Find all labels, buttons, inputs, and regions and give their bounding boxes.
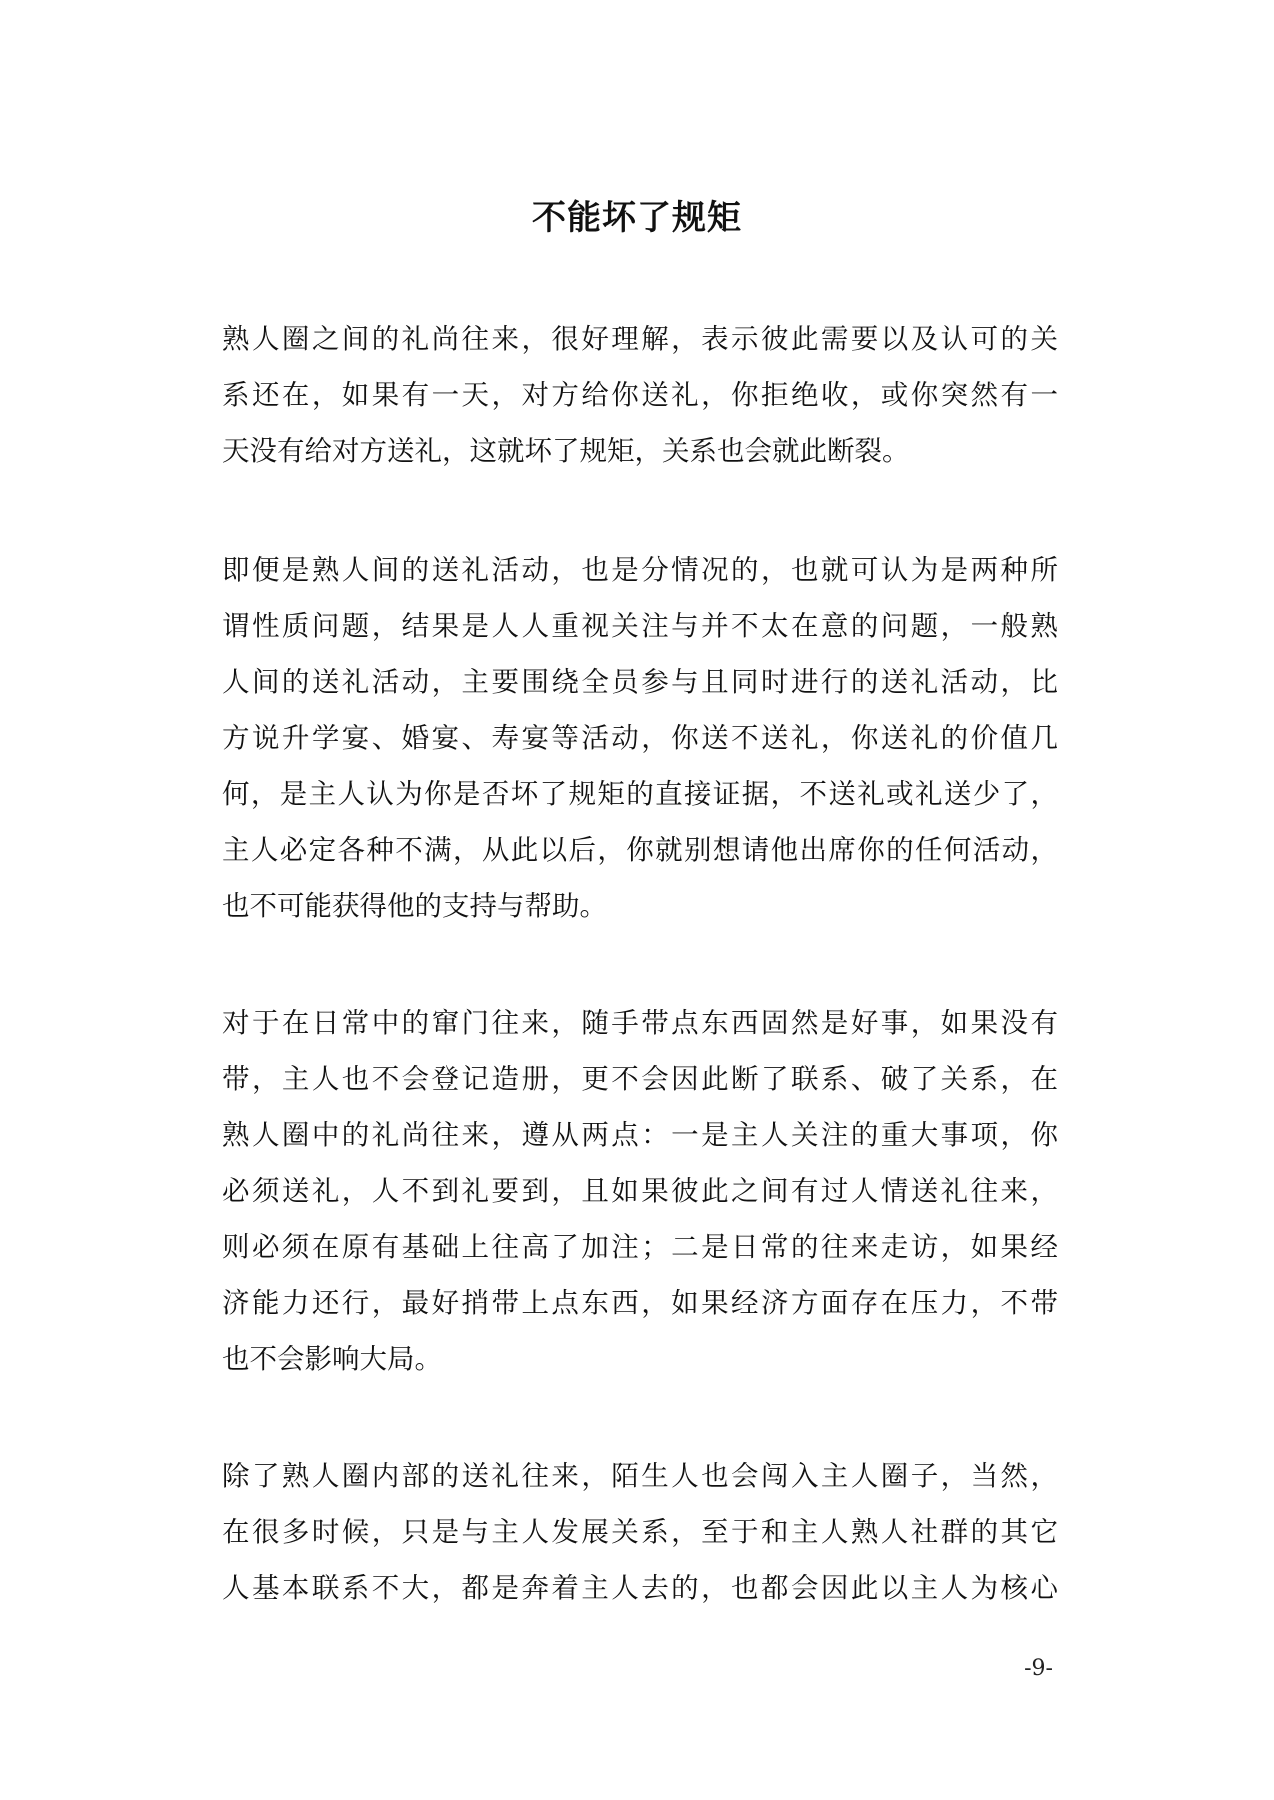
paragraph-2 <box>222 542 1058 934</box>
paragraph-line: 除了熟人圈内部的送礼往来，陌生人也会闯入主人圈子，当然， <box>222 1460 1058 1492</box>
paragraph-line: 也不会影响大局。 <box>222 1343 442 1375</box>
paragraph-line: 主人必定各种不满，从此以后，你就别想请他出席你的任何活动， <box>222 834 1058 866</box>
paragraph-line: 在很多时候，只是与主人发展关系，至于和主人熟人社群的其它 <box>222 1516 1058 1548</box>
paragraph-line: 必须送礼，人不到礼要到，且如果彼此之间有过人情送礼往来， <box>222 1175 1058 1207</box>
paragraph-line: 对于在日常中的窜门往来，随手带点东西固然是好事，如果没有 <box>222 1007 1058 1039</box>
page-title: 不能坏了规矩 <box>532 198 742 238</box>
paragraph-line: 也不可能获得他的支持与帮助。 <box>222 890 607 922</box>
paragraph-line: 系还在，如果有一天，对方给你送礼，你拒绝收，或你突然有一 <box>222 379 1058 411</box>
paragraph-line: 谓性质问题，结果是人人重视关注与并不太在意的问题，一般熟 <box>222 610 1058 642</box>
paragraph-line: 方说升学宴、婚宴、寿宴等活动，你送不送礼，你送礼的价值几 <box>222 722 1058 754</box>
paragraph-line: 熟人圈中的礼尚往来，遵从两点：一是主人关注的重大事项，你 <box>222 1119 1058 1151</box>
paragraph-line: 人间的送礼活动，主要围绕全员参与且同时进行的送礼活动，比 <box>222 666 1058 698</box>
paragraph-3 <box>222 995 1058 1387</box>
paragraph-line: 即便是熟人间的送礼活动，也是分情况的，也就可认为是两种所 <box>222 554 1058 586</box>
paragraph-1 <box>222 311 1058 479</box>
paragraph-line: 人基本联系不大，都是奔着主人去的，也都会因此以主人为核心 <box>222 1572 1058 1604</box>
page-number: -9- <box>1024 1656 1053 1681</box>
paragraph-line: 济能力还行，最好捎带上点东西，如果经济方面存在压力，不带 <box>222 1287 1058 1319</box>
paragraph-line: 何，是主人认为你是否坏了规矩的直接证据，不送礼或礼送少了， <box>222 778 1058 810</box>
paragraph-4 <box>222 1448 1058 1616</box>
paragraph-line: 熟人圈之间的礼尚往来，很好理解，表示彼此需要以及认可的关 <box>222 323 1058 355</box>
paragraph-line: 天没有给对方送礼，这就坏了规矩，关系也会就此断裂。 <box>222 435 910 467</box>
paragraph-line: 则必须在原有基础上往高了加注；二是日常的往来走访，如果经 <box>222 1231 1058 1263</box>
paragraph-line: 带，主人也不会登记造册，更不会因此断了联系、破了关系，在 <box>222 1063 1058 1095</box>
